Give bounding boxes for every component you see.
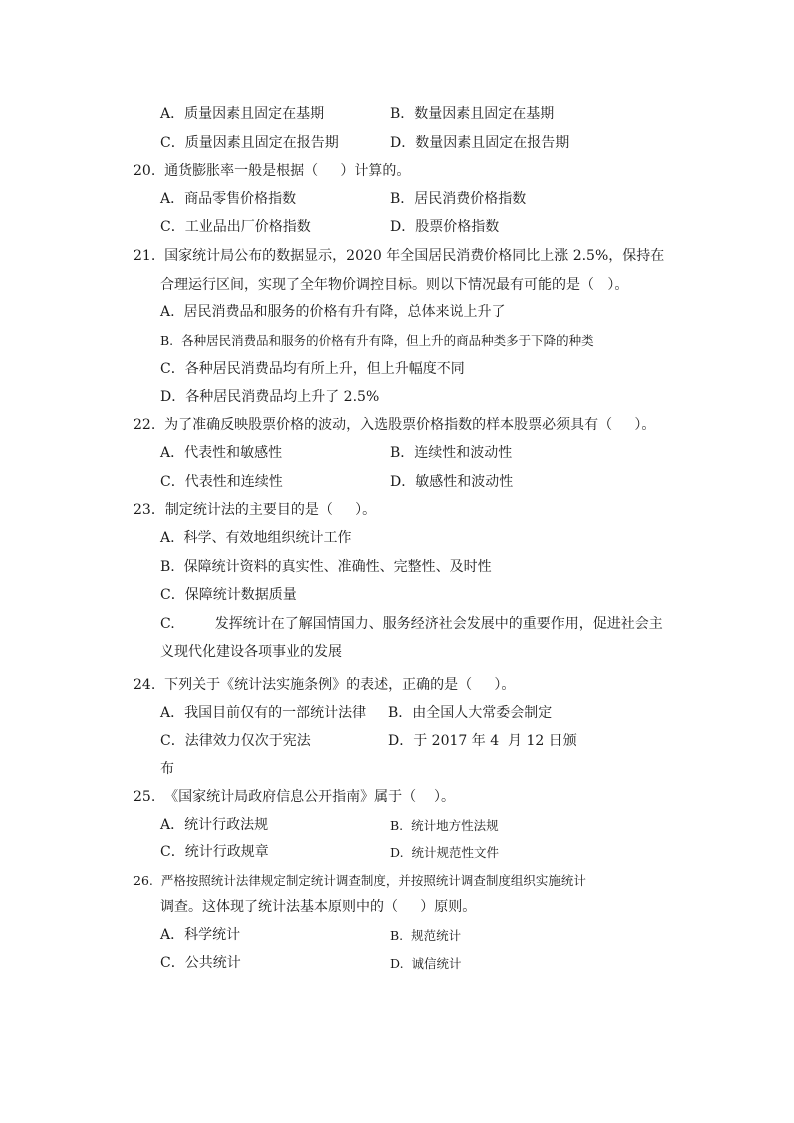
q21-stem-line1: 21. 国家统计局公布的数据显示，2020 年全国居民消费价格同比上涨 2.5%，保持在 [133, 248, 665, 264]
q25-option-a: A．统计行政法规 [160, 817, 269, 833]
q20-option-a: A．商品零售价格指数 [160, 191, 297, 207]
q23-option-a: A. 科学、有效地组织统计工作 [160, 530, 352, 546]
q24-option-b: B．由全国人大常委会制定 [388, 705, 553, 721]
q26-stem-line2: 调查。这体现了统计法基本原则中的（ ）原则。 [160, 899, 477, 915]
q24-option-d-line1: D．于 2017 年 4 月 12 日颁 [388, 733, 577, 749]
q20-stem: 20. 通货膨胀率一般是根据（ ）计算的。 [133, 163, 411, 179]
q20-option-d: D．股票价格指数 [390, 219, 500, 235]
q23-option-b: B. 保障统计资料的真实性、准确性、完整性、及时性 [160, 559, 492, 575]
q26-option-d: D. 诚信统计 [390, 956, 462, 971]
q25-option-b: B. 统计地方性法规 [390, 818, 499, 833]
q23-stem: 23．制定统计法的主要目的是（ ）。 [133, 502, 377, 518]
q23-option-d-line1: C. 发挥统计在了解国情国力、服务经济社会发展中的重要作用，促进社会主 [160, 616, 663, 632]
q24-option-c: C．法律效力仅次于宪法 [160, 733, 311, 749]
q19-option-b: B．数量因素且固定在基期 [390, 106, 555, 122]
q22-stem: 22. 为了准确反映股票价格的波动，入选股票价格指数的样本股票必须具有（ ）。 [133, 417, 656, 433]
q25-stem: 25. 《国家统计局政府信息公开指南》属于（ ）。 [133, 789, 455, 805]
q22-option-c: C．代表性和连续性 [160, 474, 283, 490]
q24-stem: 24. 下列关于《统计法实施条例》的表述，正确的是（ ）。 [133, 677, 516, 693]
q19-option-d: D．数量因素且固定在报告期 [390, 135, 570, 151]
q21-stem-line2: 合理运行区间，实现了全年物价调控目标。则以下情况最有可能的是（ ）。 [160, 277, 629, 293]
q25-option-d: D. 统计规范性文件 [390, 845, 499, 860]
q24-option-a: A．我国目前仅有的一部统计法律 [160, 705, 367, 721]
q21-option-a: A. 居民消费品和服务的价格有升有降，总体来说上升了 [160, 304, 506, 320]
q21-option-d: D．各种居民消费品均上升了 2.5% [160, 389, 380, 405]
q19-option-a: A．质量因素且固定在基期 [160, 106, 325, 122]
q22-option-a: A．代表性和敏感性 [160, 445, 283, 461]
q20-option-b: B．居民消费价格指数 [390, 191, 527, 207]
q25-option-c: C．统计行政规章 [160, 844, 269, 860]
q22-option-b: B．连续性和波动性 [390, 445, 513, 461]
q23-option-c: C．保障统计数据质量 [160, 587, 297, 603]
q19-option-c: C．质量因素且固定在报告期 [160, 135, 339, 151]
q26-option-b: B. 规范统计 [390, 928, 462, 943]
q24-option-d-line2: 布 [160, 761, 174, 777]
q20-option-c: C．工业品出厂价格指数 [160, 219, 311, 235]
q21-option-c: C．各种居民消费品均有所上升，但上升幅度不同 [160, 361, 465, 377]
q21-option-b: B. 各种居民消费品和服务的价格有升有降，但上升的商品种类多于下降的种类 [160, 333, 594, 348]
q26-option-c: C．公共统计 [160, 955, 241, 971]
q22-option-d: D．敏感性和波动性 [390, 474, 514, 490]
q26-option-a: A．科学统计 [160, 927, 241, 943]
q23-option-d-line2: 义现代化建设各项事业的发展 [160, 644, 342, 660]
q26-stem-line1: 26. 严格按照统计法律规定制定统计调查制度，并按照统计调查制度组织实施统计 [133, 873, 586, 888]
